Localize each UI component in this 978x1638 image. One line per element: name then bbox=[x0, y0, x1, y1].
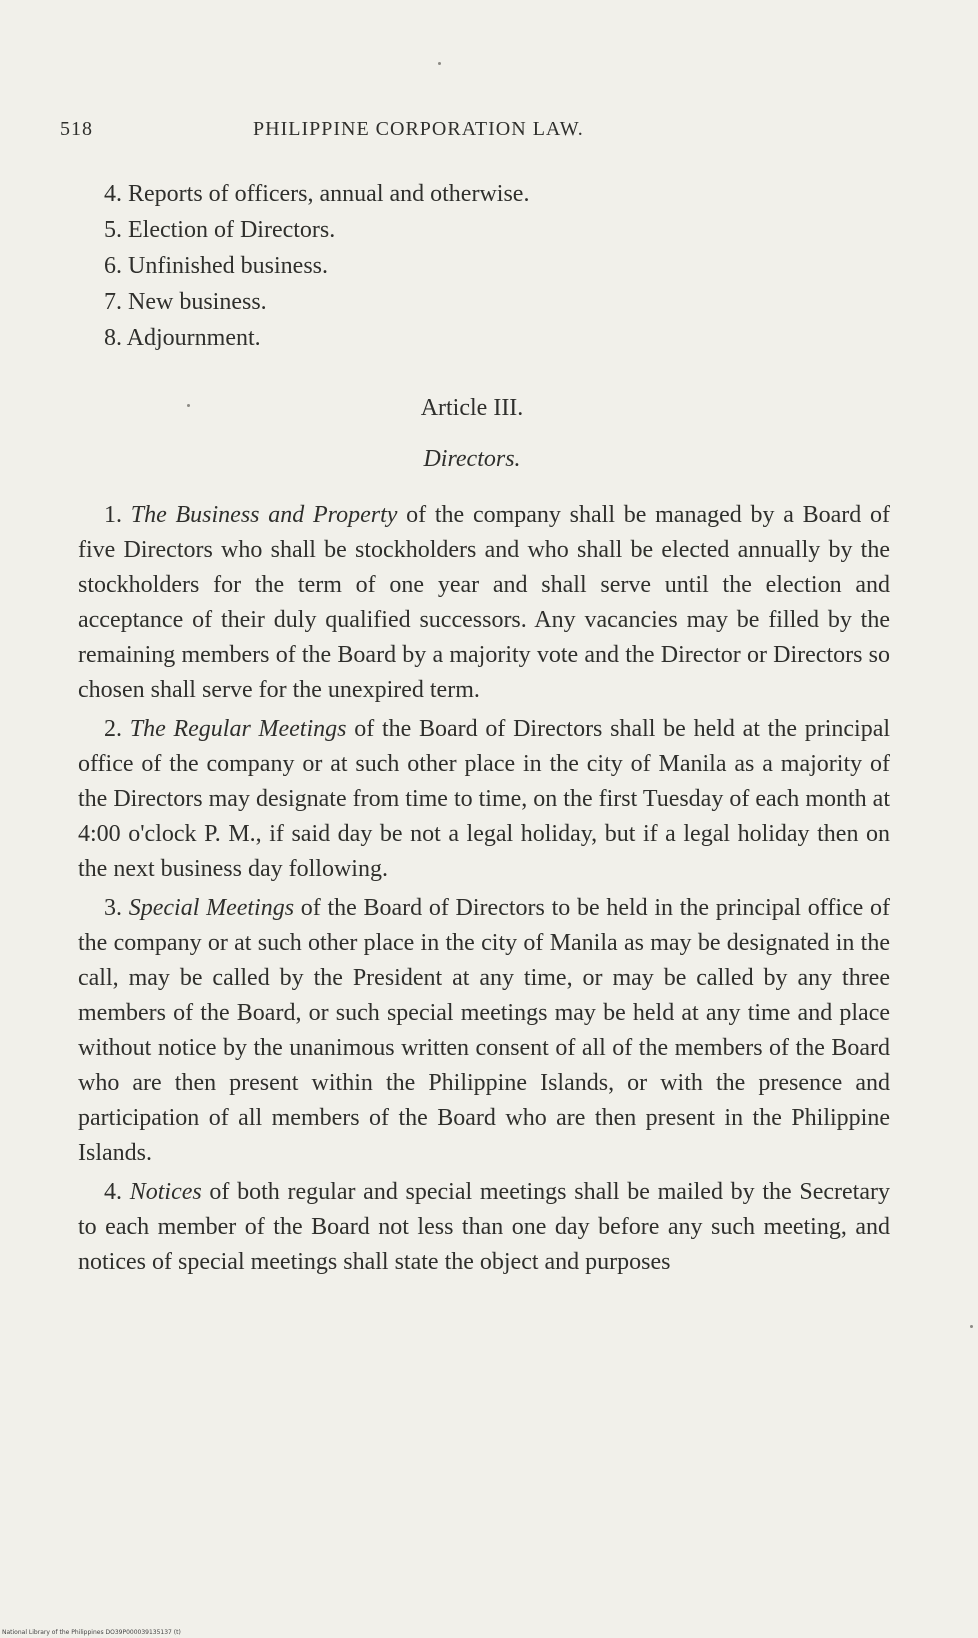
section-text: of the Board of Directors to be held in the principal office of the company or at such other place in the city of Manila as may be designated in the call, may be called by the President at any time, or may be called by any three members of the Board, or such special meetings may be held at any time and place without notice by the unanimous written consent of all of the members of the Board who are then present within the Philippine Islands, or with the presence and participation of all members of the Board who are then present in the Philippine Islands. bbox=[78, 895, 890, 1166]
footer-credit: National Library of the Philippines DO39P000039135137 (t) bbox=[2, 1629, 181, 1636]
running-title: PHILIPPINE CORPORATION LAW. bbox=[253, 118, 584, 140]
running-head bbox=[60, 118, 700, 148]
agenda-item: 6. Unfinished business. bbox=[104, 253, 328, 279]
section-number: 3. bbox=[104, 895, 122, 921]
section-paragraph bbox=[78, 1175, 890, 1280]
section-paragraph bbox=[78, 891, 890, 1171]
section-lead: Special Meetings bbox=[128, 895, 295, 921]
page-number: 518 bbox=[60, 118, 93, 140]
section-lead: The Business and Property bbox=[130, 502, 398, 528]
agenda-item: 7. New business. bbox=[104, 289, 267, 315]
section-number: 4. bbox=[104, 1179, 122, 1205]
section-number: 2. bbox=[104, 716, 122, 742]
section-paragraph bbox=[78, 498, 890, 708]
scan-speck bbox=[970, 1325, 973, 1328]
section-lead: The Regular Meetings bbox=[129, 716, 347, 742]
agenda-item: 8. Adjournment. bbox=[104, 325, 261, 351]
scan-speck bbox=[187, 404, 190, 407]
section-lead: Notices bbox=[129, 1179, 202, 1205]
agenda-list bbox=[104, 176, 864, 356]
section-text: of the company shall be managed by a Board of five Directors who shall be stockholders and who shall be elected annually by the stockholders for the term of one year and shall serve until the election and acceptance of their duly qualified successors. Any vacancies may be filled by the remaining members of the Board by a majority vote and the Director or Directors so chosen shall serve for the unexpired term. bbox=[78, 502, 891, 703]
article-body bbox=[78, 498, 890, 1284]
article-heading bbox=[0, 395, 978, 422]
section-paragraph bbox=[78, 712, 890, 887]
section-number: 1. bbox=[104, 502, 122, 528]
agenda-item: 4. Reports of officers, annual and otherwise. bbox=[104, 181, 530, 207]
article-subheading bbox=[0, 446, 978, 473]
section-text: of the Board of Directors shall be held at the principal office of the company or at such other place in the city of Manila as a majority of the Directors may designate from time to time, on the first Tuesday of each month at 4:00 o'clock P. M., if said day be not a legal holiday, but if a legal holiday then on the next business day following. bbox=[78, 716, 891, 882]
agenda-item: 5. Election of Directors. bbox=[104, 217, 336, 243]
scan-speck bbox=[438, 62, 441, 65]
article-subheading-text: Directors. bbox=[423, 446, 521, 472]
article-heading-text: Article III. bbox=[420, 395, 524, 421]
section-text: of both regular and special meetings shall be mailed by the Secretary to each member of the Board not less than one day before any such meeting, and notices of special meetings shall state the object and purposes bbox=[78, 1179, 890, 1275]
